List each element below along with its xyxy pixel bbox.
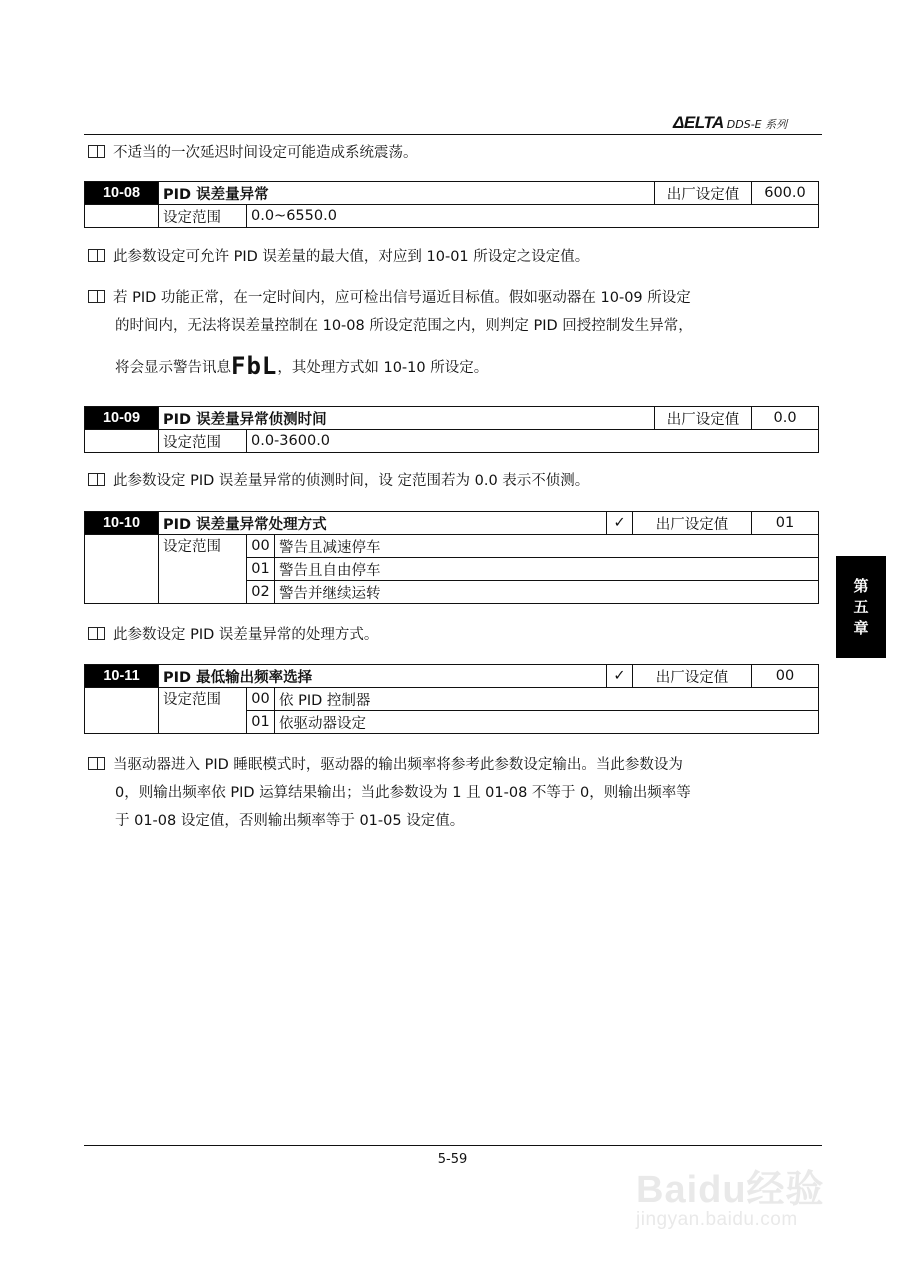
factory-value: 600.0 (752, 182, 819, 205)
book-icon (88, 627, 105, 640)
param-title: PID 最低输出频率选择 (159, 665, 607, 688)
run-writable-icon: ✓ (607, 512, 633, 535)
series-label: DDS-E 系列 (726, 118, 788, 131)
param-table-10-10 (84, 511, 819, 604)
note-1011: 当驱动器进入 PID 睡眠模式时，驱动器的输出频率将参考此参数设定输出。当此参数设为 0，则输出频率依 PID 运算结果输出；当此参数设为 1 且 01-08 不等于 0，则输出频率等 于 01-08 设定值，否则输出频率等于 01-05 设定值。 (88, 751, 808, 835)
delta-logo (673, 114, 787, 132)
factory-label: 出厂设定值 (633, 665, 752, 688)
footer-rule (84, 1145, 822, 1146)
range-label: 设定范围 (159, 535, 247, 604)
option-text: 警告且减速停车 (275, 535, 819, 558)
param-code: 10-09 (85, 407, 159, 430)
option-number: 00 (247, 688, 275, 711)
factory-value: 00 (752, 665, 819, 688)
option-text: 警告并继续运转 (275, 581, 819, 604)
option-number: 02 (247, 581, 275, 604)
baidu-watermark: Baidu经验 jingyan.baidu.com (636, 1169, 825, 1230)
factory-label: 出厂设定值 (633, 512, 752, 535)
option-number: 01 (247, 711, 275, 734)
note-1008-detect: 若 PID 功能正常，在一定时间内，应可检出信号逼近目标值。假如驱动器在 10-09 所设定 的时间内，无法将误差量控制在 10-08 所设定范围之内，则判定 PID 回授控制发生异常， (88, 284, 808, 340)
option-text: 依 PID 控制器 (275, 688, 819, 711)
param-title: PID 误差量异常处理方式 (159, 512, 607, 535)
note-delay: 不适当的一次延迟时间设定可能造成系统震荡。 (88, 139, 808, 167)
note-1009: 此参数设定 PID 误差量异常的侦测时间，设 定范围若为 0.0 表示不侦测。 (88, 467, 808, 495)
header-rule (84, 134, 822, 135)
option-text: 警告且自由停车 (275, 558, 819, 581)
param-title: PID 误差量异常 (159, 182, 655, 205)
fbl-warning-display: FbL (231, 352, 278, 380)
book-icon (88, 473, 105, 486)
option-number: 00 (247, 535, 275, 558)
param-table-10-11 (84, 664, 819, 734)
chapter-tab: 第 五 章 (836, 556, 886, 658)
param-table-10-09 (84, 406, 819, 453)
factory-label: 出厂设定值 (655, 407, 752, 430)
param-code: 10-10 (85, 512, 159, 535)
param-code: 10-11 (85, 665, 159, 688)
factory-label: 出厂设定值 (655, 182, 752, 205)
param-code: 10-08 (85, 182, 159, 205)
brand-name: ΔELTA (673, 113, 724, 132)
range-label: 设定范围 (159, 430, 247, 453)
note-1008-warning: 将会显示警告讯息FbL，其处理方式如 10-10 所设定。 (115, 352, 489, 380)
range-value: 0.0-3600.0 (247, 430, 819, 453)
param-title: PID 误差量异常侦测时间 (159, 407, 655, 430)
option-number: 01 (247, 558, 275, 581)
note-1008-max: 此参数设定可允许 PID 误差量的最大值，对应到 10-01 所设定之设定值。 (88, 243, 808, 271)
range-label: 设定范围 (159, 205, 247, 228)
option-text: 依驱动器设定 (275, 711, 819, 734)
range-label: 设定范围 (159, 688, 247, 734)
range-value: 0.0~6550.0 (247, 205, 819, 228)
run-writable-icon: ✓ (607, 665, 633, 688)
book-icon (88, 145, 105, 158)
note-1010: 此参数设定 PID 误差量异常的处理方式。 (88, 621, 808, 649)
page-number: 5-59 (437, 1152, 468, 1167)
book-icon (88, 290, 105, 303)
book-icon (88, 757, 105, 770)
book-icon (88, 249, 105, 262)
param-table-10-08 (84, 181, 819, 228)
factory-value: 01 (752, 512, 819, 535)
factory-value: 0.0 (752, 407, 819, 430)
